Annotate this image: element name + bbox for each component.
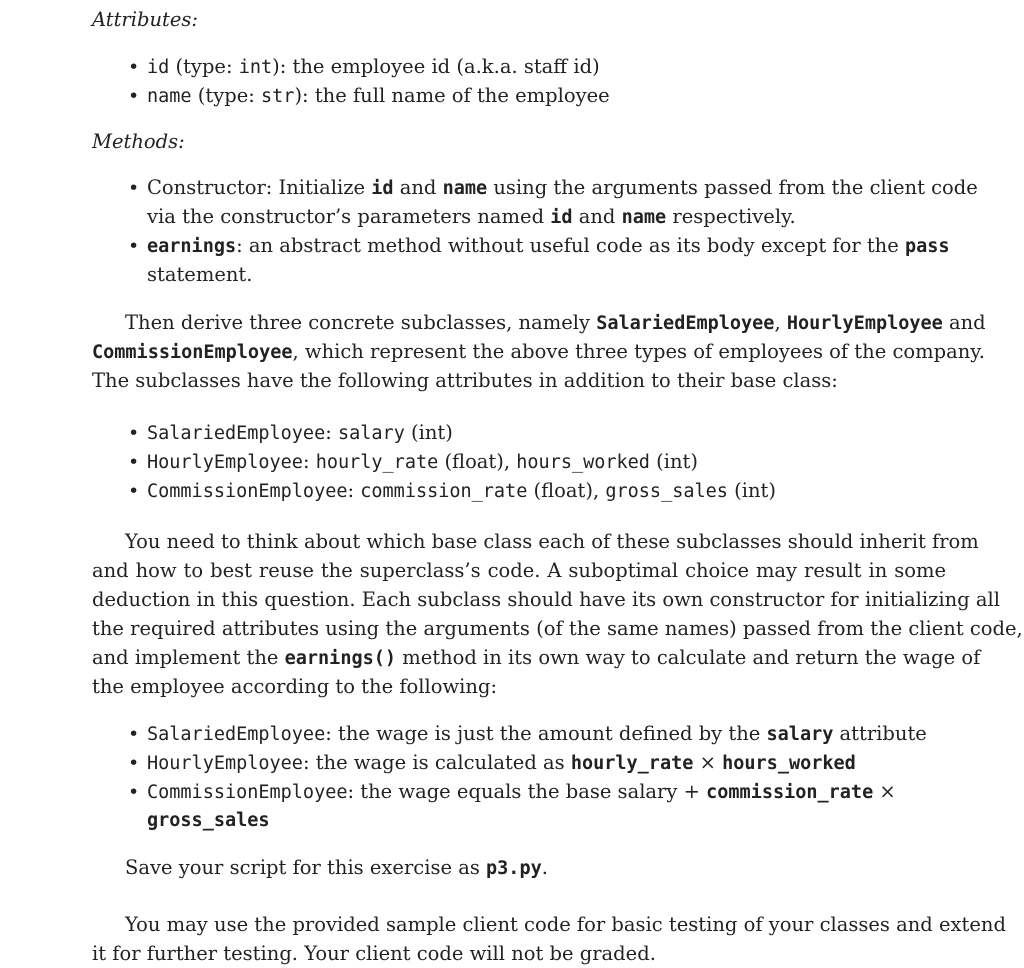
paragraph-line: the required attributes using the arguments (of the same names) passed from the client code, bbox=[92, 617, 1023, 640]
list-item: HourlyEmployee: the wage is calculated as hourly_rate × hours_worked bbox=[147, 751, 856, 774]
paragraph-line: The subclasses have the following attributes in addition to their base class: bbox=[92, 369, 838, 392]
paragraph-line: and how to best reuse the superclass’s code. A suboptimal choice may result in some bbox=[92, 559, 946, 582]
paragraph-line: deduction in this question. Each subclass should have its own constructor for initializing all bbox=[92, 588, 1001, 611]
save-instruction: Save your script for this exercise as p3.py. bbox=[125, 856, 548, 879]
list-item: CommissionEmployee: the wage equals the base salary + commission_rate × bbox=[147, 780, 896, 803]
paragraph-line: and implement the earnings() method in its own way to calculate and return the wage of bbox=[92, 646, 981, 669]
list-item: name (type: str): the full name of the employee bbox=[147, 84, 610, 107]
list-item: SalariedEmployee: salary (int) bbox=[147, 421, 453, 444]
bullet-dot: • bbox=[128, 235, 140, 257]
list-item: id (type: int): the employee id (a.k.a. staff id) bbox=[147, 55, 600, 78]
bullet-dot: • bbox=[128, 177, 140, 199]
methods-heading: Methods: bbox=[92, 130, 185, 153]
list-item: Constructor: Initialize id and name using the arguments passed from the client code bbox=[147, 176, 978, 199]
list-item: CommissionEmployee: commission_rate (float), gross_sales (int) bbox=[147, 479, 776, 502]
paragraph-line: Then derive three concrete subclasses, namely SalariedEmployee, HourlyEmployee and bbox=[125, 311, 986, 334]
bullet-dot: • bbox=[128, 56, 140, 78]
attributes-heading: Attributes: bbox=[92, 8, 198, 31]
bullet-dot: • bbox=[128, 723, 140, 745]
list-item: earnings: an abstract method without useful code as its body except for the pass bbox=[147, 234, 950, 257]
paragraph-line: You need to think about which base class each of these subclasses should inherit from bbox=[125, 530, 979, 553]
list-item-continuation: via the constructor’s parameters named id and name respectively. bbox=[147, 205, 796, 228]
paragraph-line: it for further testing. Your client code will not be graded. bbox=[92, 942, 656, 965]
list-item: HourlyEmployee: hourly_rate (float), hours_worked (int) bbox=[147, 450, 698, 473]
bullet-dot: • bbox=[128, 85, 140, 107]
bullet-dot: • bbox=[128, 781, 140, 803]
bullet-dot: • bbox=[128, 451, 140, 473]
bullet-dot: • bbox=[128, 752, 140, 774]
bullet-dot: • bbox=[128, 480, 140, 502]
list-item: SalariedEmployee: the wage is just the amount defined by the salary attribute bbox=[147, 722, 927, 745]
list-item-continuation: statement. bbox=[147, 263, 253, 286]
paragraph-line: You may use the provided sample client code for basic testing of your classes and extend bbox=[125, 913, 1006, 936]
paragraph-line: CommissionEmployee, which represent the above three types of employees of the company. bbox=[92, 340, 985, 363]
bullet-dot: • bbox=[128, 422, 140, 444]
list-item-continuation: gross_sales bbox=[147, 810, 270, 831]
paragraph-line: the employee according to the following: bbox=[92, 675, 498, 698]
